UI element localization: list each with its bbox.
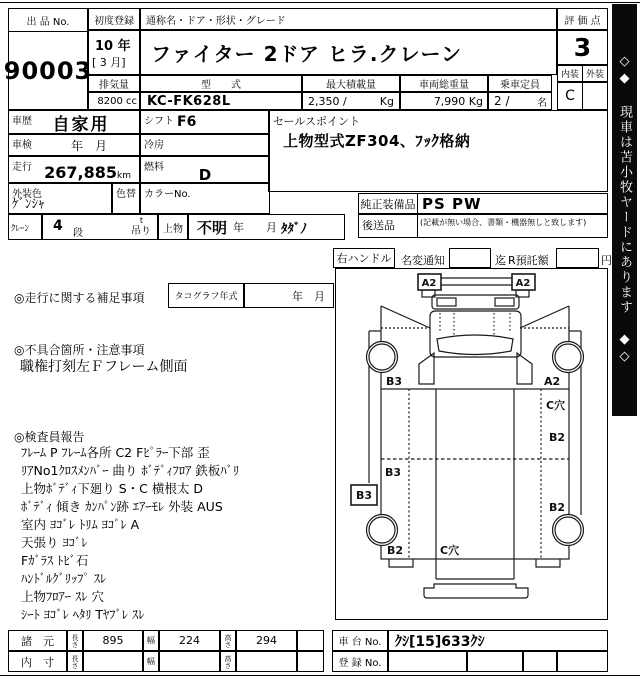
yard-banner-text: ◇◆ 現車は苫小牧ヤードにあります ◆◇ bbox=[617, 54, 632, 366]
interior-label: 内装 bbox=[557, 65, 583, 82]
first-reg-year: 10 年 bbox=[95, 39, 131, 54]
inner-hgt-value bbox=[236, 651, 297, 672]
body-label-cell: 上物 bbox=[158, 214, 188, 240]
report-line: 天張り ﾖｺﾞﾚ bbox=[21, 535, 88, 550]
report-line: ｼｰﾄ ﾖｺﾞﾚ ﾍﾀﾘ Tﾔﾌﾞﾚ ｽﾚ bbox=[21, 607, 145, 622]
spec-tail-cell bbox=[297, 630, 324, 651]
max-load-label: 最大積載量 bbox=[302, 75, 400, 92]
sales-point-box: セールスポイント 上物型式ZF304、ﾌｯｸ格納 bbox=[268, 110, 608, 192]
history-cell: 車歴 自家用 bbox=[8, 110, 140, 134]
gross-weight-label: 車両総重量 bbox=[400, 75, 488, 92]
lot-box bbox=[3, 8, 93, 110]
inner-row-label: 内 寸 bbox=[8, 651, 67, 672]
ext-color-cell: 外装色 ｹﾞﾝｼｬ bbox=[8, 183, 112, 214]
mark-left-boxed: B3 bbox=[355, 489, 373, 502]
defects-title: ◎不具合箇所・注意事項 bbox=[14, 343, 145, 357]
exterior-label: 外装 bbox=[582, 65, 608, 82]
chassis-value: ｸｼ[15]633ｸｼ bbox=[388, 630, 608, 651]
truck-top-view bbox=[336, 269, 606, 618]
reg-cell-3 bbox=[523, 651, 557, 672]
crane-stages-unit: 段 bbox=[73, 228, 83, 239]
inspection-cell: 車検 年 月 bbox=[8, 134, 140, 156]
report-line: 上物ﾎﾞﾃﾞｨ下廻り S・C 横根太 D bbox=[21, 481, 203, 496]
mileage-unit: km bbox=[117, 171, 131, 181]
capacity-label: 乗車定員 bbox=[488, 75, 552, 92]
name-change-label: 名変通知 bbox=[401, 254, 445, 267]
mark-outrigger-right: A2 bbox=[515, 278, 531, 289]
report-line: Fｶﾞﾗｽ ﾄﾋﾞ石 bbox=[21, 553, 89, 568]
mark-rear-left: B2 bbox=[387, 544, 404, 557]
until-label: 迄 bbox=[495, 254, 506, 267]
inner-len-label: 長さ bbox=[67, 651, 83, 672]
deposit-field bbox=[556, 248, 599, 268]
score-label: 評 価 点 bbox=[557, 8, 608, 30]
inner-wid-value bbox=[159, 651, 220, 672]
reg-label: 登 録 No. bbox=[332, 651, 388, 672]
mark-front-left: B3 bbox=[386, 375, 403, 388]
reg-cell-4 bbox=[557, 651, 608, 672]
inner-len-value bbox=[83, 651, 143, 672]
exterior-grade bbox=[582, 82, 608, 110]
inner-tail-cell bbox=[297, 651, 324, 672]
ac-cell: 冷房 bbox=[140, 134, 270, 156]
body-year-month: 年 月 bbox=[233, 221, 278, 234]
capacity-value: 2 / 名 bbox=[488, 92, 552, 110]
report-line: ﾎﾞﾃﾞｨ 傾き ｶﾝﾊﾟﾝ跡 ｴｱｰﾓﾚ 外装 AUS bbox=[21, 499, 223, 514]
report-line: ﾌﾚｰﾑ P ﾌﾚｰﾑ各所 C2 Fﾋﾟﾗｰ下部 歪 bbox=[21, 445, 210, 460]
lot-number: 90003 bbox=[3, 57, 93, 85]
spec-row-label: 諸 元 bbox=[8, 630, 67, 651]
first-reg-month: [ 3 月] bbox=[92, 56, 126, 69]
yard-banner bbox=[612, 4, 637, 416]
inner-wid-label: 幅 bbox=[143, 651, 159, 672]
report-line: 室内 ﾖｺﾞﾚ ﾄﾘﾑ ﾖｺﾞﾚ A bbox=[21, 517, 140, 532]
spec-wid-value: 224 bbox=[159, 630, 220, 651]
interior-grade: C bbox=[557, 82, 583, 110]
crane-spec-cell bbox=[42, 214, 158, 240]
report-title: ◎検査員報告 bbox=[14, 430, 85, 444]
fuel-cell: 燃料 D bbox=[140, 156, 270, 183]
name-change-field bbox=[449, 248, 491, 268]
shift-cell: シフト F6 bbox=[140, 110, 270, 134]
inner-hgt-label: 高さ bbox=[220, 651, 236, 672]
tacho-value: 年 月 bbox=[244, 283, 334, 308]
tacho-label: タコグラフ年式 bbox=[168, 283, 244, 308]
damage-diagram bbox=[335, 268, 608, 620]
spec-hgt-value: 294 bbox=[236, 630, 297, 651]
yen-label: 円 bbox=[601, 254, 612, 267]
spec-wid-label: 幅 bbox=[143, 630, 159, 651]
report-line: ﾊﾝﾄﾞﾙｸﾞﾘｯﾌﾟ ｽﾚ bbox=[21, 571, 107, 586]
score-value: 3 bbox=[557, 30, 608, 65]
equipment-value: PS PW bbox=[417, 193, 608, 214]
mileage-value: 267,885 bbox=[44, 163, 118, 182]
mark-right-hole: C穴 bbox=[546, 399, 566, 412]
color-no-cell: カラーNo. bbox=[140, 183, 270, 214]
mark-outrigger-left: A2 bbox=[421, 278, 437, 289]
crane-stages: 4 bbox=[53, 218, 63, 234]
handle-box: 右ハンドル bbox=[333, 248, 395, 268]
crane-lift-t: t bbox=[139, 216, 143, 225]
mileage-cell: 走行 267,885 km bbox=[8, 156, 140, 183]
defects-text: 職権打刻左Ｆフレーム側面 bbox=[20, 359, 188, 375]
gross-weight-value: 7,990 Kg bbox=[400, 92, 488, 110]
mark-rear-center-hole: C穴 bbox=[440, 544, 460, 557]
model-name-label: 通称名・ドア・形状・グレード bbox=[140, 8, 557, 30]
model-name-value: ファイター 2ドア ヒラ.クレーン bbox=[140, 30, 557, 75]
first-reg-value bbox=[88, 30, 140, 75]
lot-label: 出 品 No. bbox=[9, 9, 87, 32]
report-line: ﾘｱNo1ｸﾛｽﾒﾝﾊﾞｰ 曲り ﾎﾞﾃﾞｨﾌﾛｱ 鉄板ﾊﾞﾘ bbox=[21, 463, 240, 478]
mark-right-lower: B2 bbox=[549, 501, 566, 514]
report-lines bbox=[21, 444, 333, 624]
displacement-value: 8200 cc bbox=[88, 92, 140, 110]
later-items-label: 後送品 bbox=[358, 214, 418, 238]
model-code-label: 型 式 bbox=[140, 75, 302, 92]
sheet-top-rule bbox=[0, 2, 640, 3]
spec-hgt-label: 高さ bbox=[220, 630, 236, 651]
max-load-value: 2,350 / Kg bbox=[302, 92, 400, 110]
later-items-note: (記載が無い場合、書類・機器無しと致します) bbox=[417, 214, 608, 238]
equipment-label: 純正装備品 bbox=[358, 193, 418, 214]
repaint-cell: 色替 bbox=[112, 183, 140, 214]
model-code-value: KC-FK628L bbox=[140, 92, 302, 110]
body-value-cell bbox=[188, 214, 345, 240]
crane-label-cell: ｸﾚｰﾝ bbox=[8, 214, 42, 240]
first-reg-label: 初度登録 bbox=[88, 8, 140, 30]
reg-cell-2 bbox=[467, 651, 523, 672]
report-line: 上物ﾌﾛｱｰ ｽﾚ 穴 bbox=[21, 589, 104, 604]
mark-right-upper: B2 bbox=[549, 431, 566, 444]
deposit-label: R預託額 bbox=[508, 254, 549, 267]
spec-len-label: 長さ bbox=[67, 630, 83, 651]
spec-len-value: 895 bbox=[83, 630, 143, 651]
mark-left-mid: B3 bbox=[385, 466, 402, 479]
body-maker: ﾀﾀﾞﾉ bbox=[281, 221, 308, 237]
reg-cell-1 bbox=[388, 651, 467, 672]
displacement-label: 排気量 bbox=[88, 75, 140, 92]
sheet-bottom-rule bbox=[0, 675, 640, 676]
chassis-label: 車 台 No. bbox=[332, 630, 388, 651]
mark-front-right: A2 bbox=[544, 375, 561, 388]
supplement-title: ◎走行に関する補足事項 bbox=[14, 291, 145, 305]
crane-lift: 吊り bbox=[131, 226, 151, 237]
body-unknown: 不明 bbox=[197, 218, 228, 237]
